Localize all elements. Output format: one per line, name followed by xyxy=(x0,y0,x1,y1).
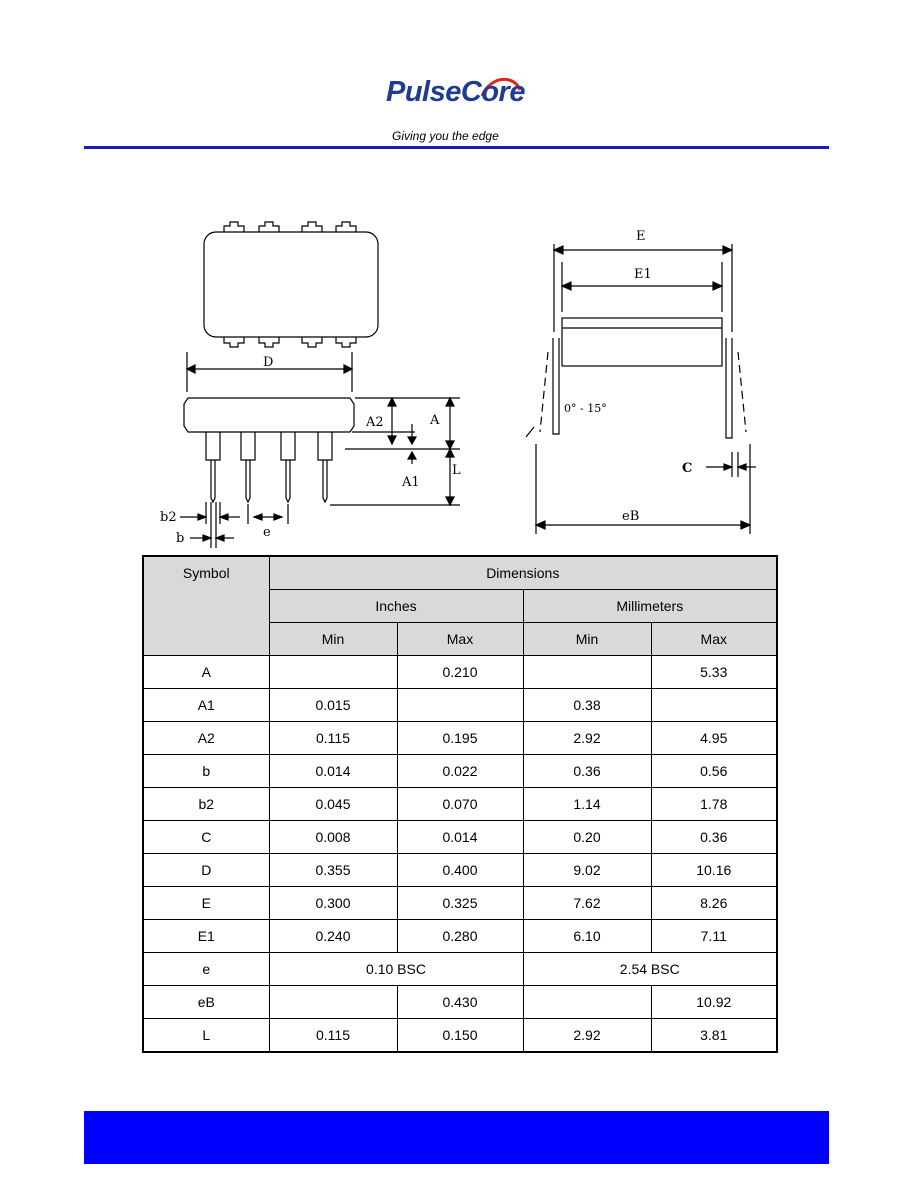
pulsecore-logo xyxy=(386,72,536,142)
top-view-body xyxy=(204,232,378,337)
cell-in-max: 0.195 xyxy=(397,722,523,755)
label-A1: A1 xyxy=(402,475,420,490)
top-view-lower-pins xyxy=(224,337,356,347)
cell-in-min: 0.240 xyxy=(269,920,397,953)
cell-mm-min: 2.92 xyxy=(523,1019,651,1053)
cell-in-min xyxy=(269,986,397,1019)
table-row xyxy=(143,755,777,788)
cell-mm-max: 7.11 xyxy=(651,920,777,953)
cell-symbol: e xyxy=(143,953,269,986)
cell-symbol: E xyxy=(143,887,269,920)
header-mm-max: Max xyxy=(651,623,777,656)
header-in-min: Min xyxy=(269,623,397,656)
cell-mm-max: 5.33 xyxy=(651,656,777,689)
table-row xyxy=(143,1019,777,1053)
cell-mm-max xyxy=(651,689,777,722)
table-row xyxy=(143,854,777,887)
header-millimeters: Millimeters xyxy=(523,590,777,623)
cell-mm-min: 0.38 xyxy=(523,689,651,722)
cell-in-max: 0.430 xyxy=(397,986,523,1019)
cell-in-min: 0.355 xyxy=(269,854,397,887)
cell-mm-min: 0.20 xyxy=(523,821,651,854)
logo-text: PulseCore xyxy=(386,76,525,108)
cell-in-min: 0.045 xyxy=(269,788,397,821)
cell-symbol: A xyxy=(143,656,269,689)
label-L: L xyxy=(452,463,461,478)
cell-mm-min: 9.02 xyxy=(523,854,651,887)
cell-in-max: 0.014 xyxy=(397,821,523,854)
label-eB: eB xyxy=(622,509,640,524)
dimensions-table xyxy=(142,555,778,1053)
table-row xyxy=(143,887,777,920)
cell-symbol: D xyxy=(143,854,269,887)
cell-mm-max: 3.81 xyxy=(651,1019,777,1053)
cell-symbol: b xyxy=(143,755,269,788)
cell-mm-min: 0.36 xyxy=(523,755,651,788)
header-mm-min: Min xyxy=(523,623,651,656)
footer-bar xyxy=(84,1111,829,1164)
cell-mm-max: 0.56 xyxy=(651,755,777,788)
label-b2: b2 xyxy=(160,510,177,525)
cell-mm-max: 0.36 xyxy=(651,821,777,854)
cell-symbol: eB xyxy=(143,986,269,1019)
cell-symbol: b2 xyxy=(143,788,269,821)
cell-mm-min: 1.14 xyxy=(523,788,651,821)
header-inches: Inches xyxy=(269,590,523,623)
top-view-upper-pins xyxy=(224,222,356,232)
label-e: e xyxy=(263,525,271,540)
table-row xyxy=(143,986,777,1019)
cell-symbol: C xyxy=(143,821,269,854)
table-row xyxy=(143,953,777,986)
label-A: A xyxy=(430,413,440,428)
label-angle: 0° - 15° xyxy=(564,402,607,415)
header-dimensions: Dimensions xyxy=(269,556,777,590)
label-C: C xyxy=(682,461,693,476)
header-in-max: Max xyxy=(397,623,523,656)
cell-mm-min: 6.10 xyxy=(523,920,651,953)
cell-symbol: A2 xyxy=(143,722,269,755)
cell-symbol: E1 xyxy=(143,920,269,953)
label-E: E xyxy=(636,229,646,244)
cell-in-max: 0.022 xyxy=(397,755,523,788)
label-A2: A2 xyxy=(366,415,384,430)
cell-in-min: 0.015 xyxy=(269,689,397,722)
package-outline-drawing xyxy=(150,212,770,552)
cell-symbol: A1 xyxy=(143,689,269,722)
cell-in-bsc: 0.10 BSC xyxy=(269,953,523,986)
cell-in-min: 0.300 xyxy=(269,887,397,920)
cell-mm-max: 4.95 xyxy=(651,722,777,755)
logo-tagline: Giving you the edge xyxy=(392,129,499,143)
cell-in-max: 0.400 xyxy=(397,854,523,887)
cell-mm-max: 1.78 xyxy=(651,788,777,821)
cell-mm-min xyxy=(523,656,651,689)
cell-mm-max: 10.92 xyxy=(651,986,777,1019)
cell-mm-max: 10.16 xyxy=(651,854,777,887)
cell-in-max: 0.280 xyxy=(397,920,523,953)
side-view-leads xyxy=(206,432,332,502)
end-view-body xyxy=(562,318,722,366)
label-D: D xyxy=(263,355,274,370)
cell-in-max xyxy=(397,689,523,722)
table-row xyxy=(143,656,777,689)
cell-symbol: L xyxy=(143,1019,269,1053)
cell-in-max: 0.210 xyxy=(397,656,523,689)
table-row xyxy=(143,722,777,755)
header-rule xyxy=(84,146,829,149)
cell-in-max: 0.070 xyxy=(397,788,523,821)
side-view-body xyxy=(184,398,354,432)
table-row xyxy=(143,821,777,854)
label-E1: E1 xyxy=(634,267,652,282)
table-row xyxy=(143,920,777,953)
cell-in-max: 0.325 xyxy=(397,887,523,920)
end-view-leads xyxy=(526,338,746,438)
cell-in-min: 0.008 xyxy=(269,821,397,854)
cell-in-min: 0.115 xyxy=(269,722,397,755)
cell-in-min xyxy=(269,656,397,689)
cell-in-min: 0.014 xyxy=(269,755,397,788)
table-row xyxy=(143,689,777,722)
cell-mm-max: 8.26 xyxy=(651,887,777,920)
cell-mm-min: 7.62 xyxy=(523,887,651,920)
label-b: b xyxy=(176,531,185,546)
header-symbol: Symbol xyxy=(143,556,269,656)
cell-mm-bsc: 2.54 BSC xyxy=(523,953,777,986)
cell-mm-min: 2.92 xyxy=(523,722,651,755)
cell-in-min: 0.115 xyxy=(269,1019,397,1053)
cell-mm-min xyxy=(523,986,651,1019)
table-row xyxy=(143,788,777,821)
cell-in-max: 0.150 xyxy=(397,1019,523,1053)
